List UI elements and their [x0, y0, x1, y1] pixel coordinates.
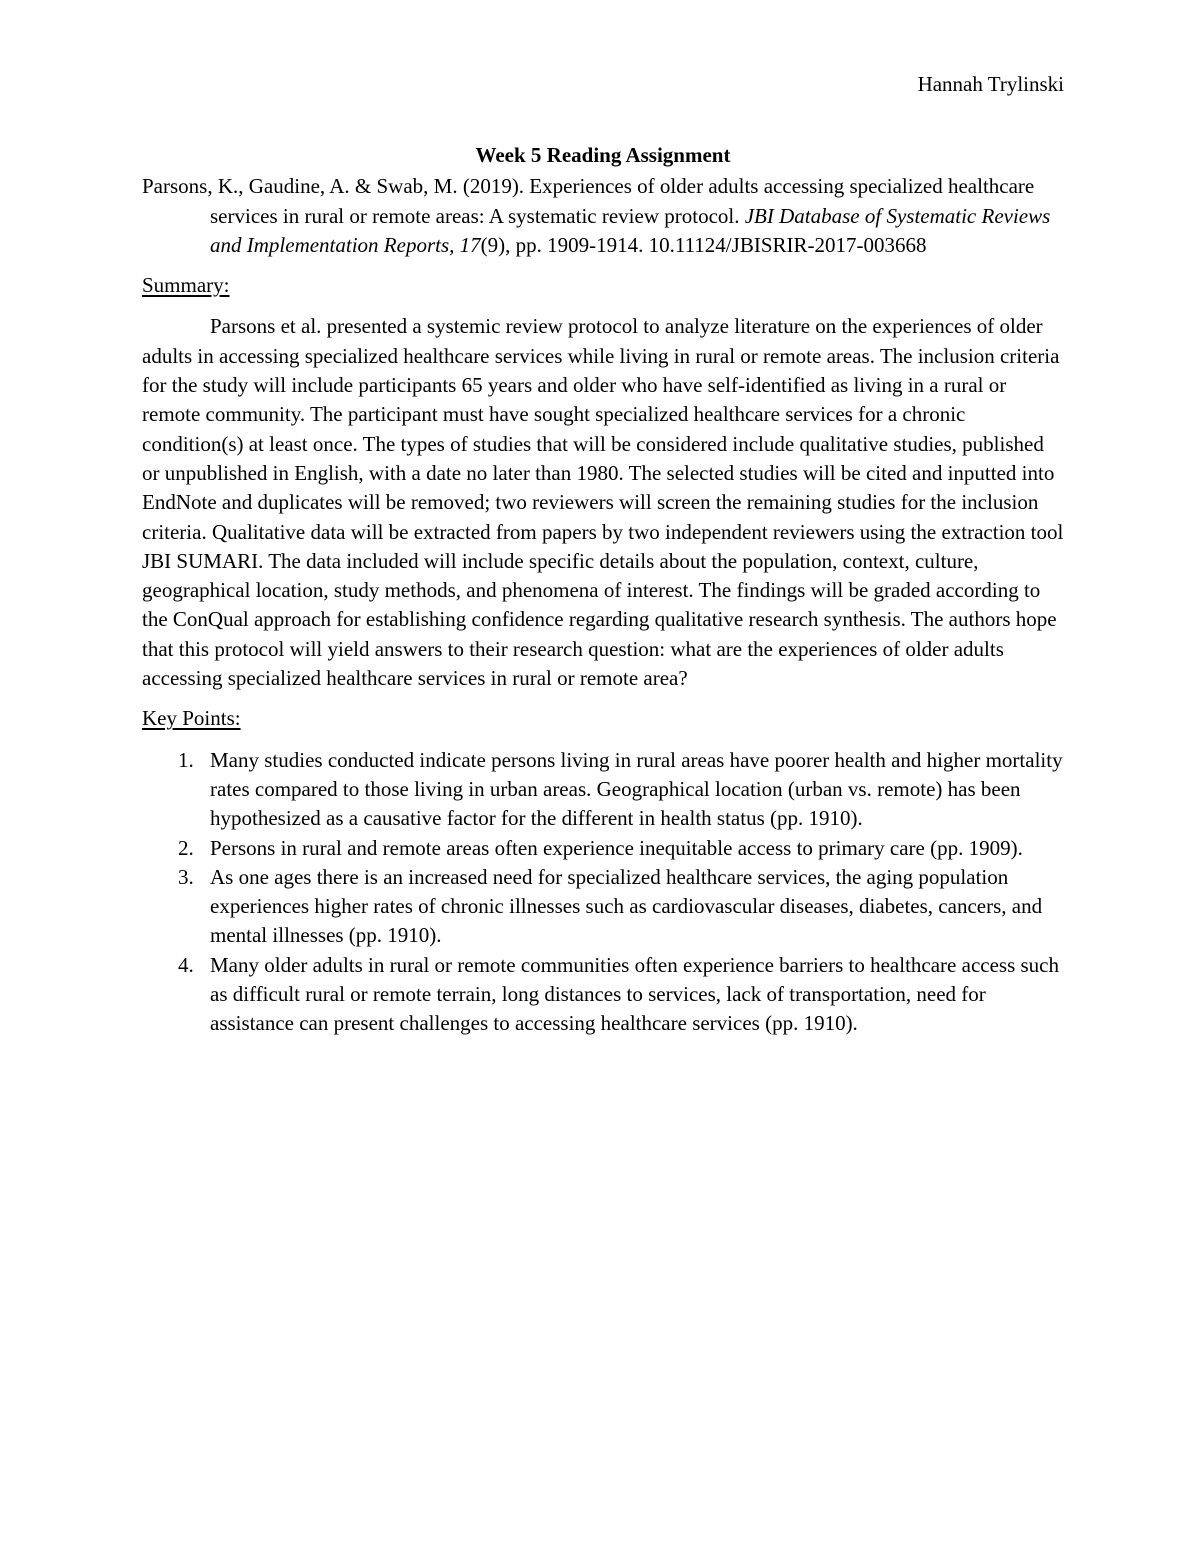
author-header: Hannah Trylinski: [917, 72, 1064, 96]
key-point-item: [142, 746, 1064, 834]
page-content: [142, 70, 1064, 1039]
key-point-text: Many older adults in rural or remote communities often experience barriers to healthcare access such as difficult rural or remote terrain, long distances to services, lack of transportation, need for assistance can present challenges to accessing healthcare services (pp. 1910).: [210, 952, 1059, 1036]
key-points-list: [142, 746, 1064, 1039]
key-point-number: 4.: [178, 952, 194, 977]
reference-citation: [142, 172, 1064, 260]
summary-heading: Summary:: [142, 273, 230, 298]
key-points-heading: Key Points:: [142, 706, 241, 731]
citation-journal: JBI Database of Systematic Reviews and Implementation Reports, 17: [210, 203, 1051, 257]
page-title: Week 5 Reading Assignment: [475, 143, 731, 167]
key-point-text: As one ages there is an increased need for specialized healthcare services, the aging population experiences higher rates of chronic illnesses such as cardiovascular diseases, diabetes, cancers, and mental illnesses (pp. 1910).: [210, 864, 1043, 948]
citation-issue: (9), pp. 1909-1914. 10.11124/JBISRIR-2017-003668: [480, 232, 927, 257]
key-point-text: Persons in rural and remote areas often experience inequitable access to primary care (pp. 1909).: [210, 835, 1023, 860]
key-point-number: 2.: [178, 835, 194, 860]
key-point-number: 1.: [178, 747, 194, 772]
key-point-item: [142, 951, 1064, 1039]
key-point-item: [142, 863, 1064, 951]
key-point-item: [142, 834, 1064, 863]
citation-text: Parsons, K., Gaudine, A. & Swab, M. (2019). Experiences of older adults accessing specialized healthcare services in rural or remote areas: A systematic review protocol.: [142, 174, 1035, 228]
key-point-number: 3.: [178, 864, 194, 889]
key-point-text: Many studies conducted indicate persons living in rural areas have poorer health and higher mortality rates compared to those living in urban areas. Geographical location (urban vs. remote) has been hypothesized as a causative factor for the different in health status (pp. 1910).: [210, 747, 1063, 831]
summary-paragraph: Parsons et al. presented a systemic review protocol to analyze literature on the experiences of older adults in accessing specialized healthcare services while living in rural or remote areas. The inclusion criteria for the study will include participants 65 years and older who have self-identified as living in a rural or remote community. The participant must have sought specialized healthcare services for a chronic condition(s) at least once. The types of studies that will be considered include qualitative studies, published or unpublished in English, with a date no later than 1980. The selected studies will be cited and inputted into EndNote and duplicates will be removed; two reviewers will screen the remaining studies for the inclusion criteria. Qualitative data will be extracted from papers by two independent reviewers using the extraction tool JBI SUMARI. The data included will include specific details about the population, context, culture, geographical location, study methods, and phenomena of interest. The findings will be graded according to the ConQual approach for establishing confidence regarding qualitative research synthesis. The authors hope that this protocol will yield answers to their research question: what are the experiences of older adults accessing specialized healthcare services in rural or remote area?: [142, 314, 1064, 691]
